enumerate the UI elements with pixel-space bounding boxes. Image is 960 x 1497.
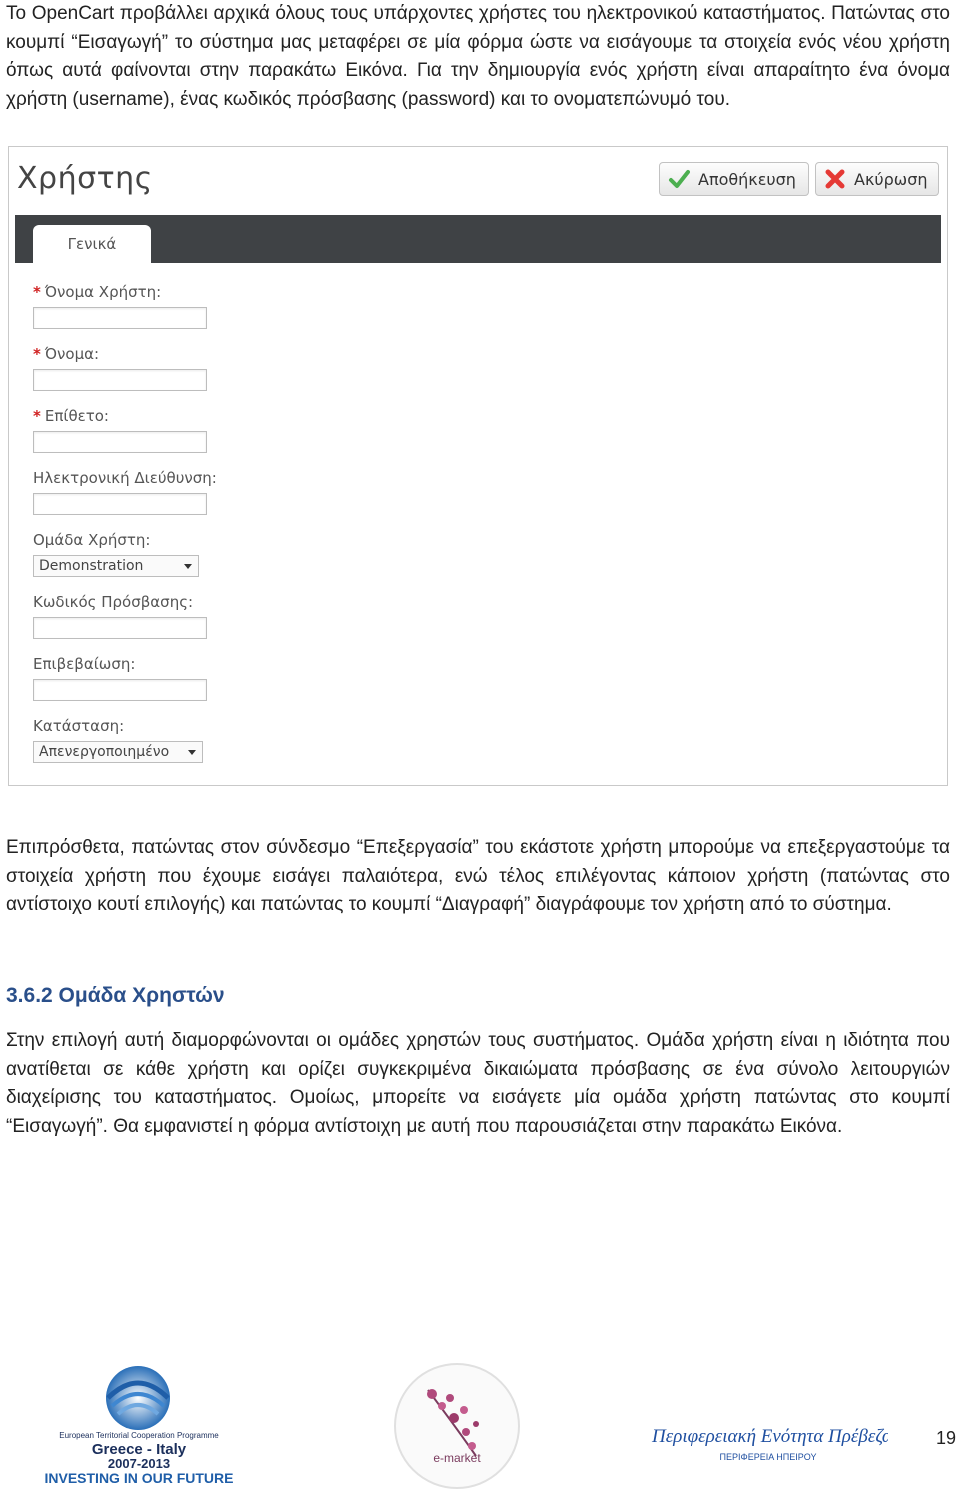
user-form-screenshot (8, 146, 948, 786)
username-field[interactable] (33, 307, 207, 329)
lastname-field[interactable] (33, 431, 207, 453)
confirm-label: Επιβεβαίωση: (33, 655, 136, 673)
cancel-button[interactable] (815, 162, 939, 196)
svg-text:Περιφερειακή Ενότητα Πρέβεζας: Περιφερειακή Ενότητα Πρέβεζας (652, 1426, 888, 1447)
user-group-selected: Demonstration (39, 558, 144, 574)
status-select[interactable] (33, 741, 203, 763)
svg-text:INVESTING IN OUR FUTURE: INVESTING IN OUR FUTURE (44, 1470, 234, 1486)
tab-bar (15, 215, 941, 263)
svg-text:e-market: e-market (433, 1451, 481, 1465)
password-label: Κωδικός Πρόσβασης: (33, 593, 194, 611)
edit-delete-paragraph: Επιπρόσθετα, πατώντας στον σύνδεσμο “Επεξεργασία” του εκάστοτε χρήστη μπορούμε να επεξεργαστούμε τα στοιχεία χρήστη που έχουμε εισάγει παλαιότερα, ενώ τέλος επιλέγοντας κάποιον χρήστη (πατώντας στο αντίστοιχο κουτί επιλογής) και πατώντας το κουμπί “Διαγραφή” διαγράφουμε τον χρήστη από το σύστημα. (6, 837, 950, 916)
prefecture-logo (648, 1412, 888, 1468)
firstname-field[interactable] (33, 369, 207, 391)
user-group-label: Ομάδα Χρήστη: (33, 531, 151, 549)
firstname-label: * Όνομα: (33, 345, 100, 363)
lastname-label: * Επίθετο: (33, 407, 109, 425)
checkmark-icon (668, 168, 690, 190)
section-heading: 3.6.2 Ομάδα Χρηστών (6, 984, 225, 1007)
cancel-button-label: Ακύρωση (854, 169, 928, 189)
svg-text:2007-2013: 2007-2013 (107, 1456, 171, 1471)
svg-text:ΠΕΡΙΦΕΡΕΙΑ ΗΠΕΙΡΟΥ: ΠΕΡΙΦΕΡΕΙΑ ΗΠΕΙΡΟΥ (719, 1452, 817, 1462)
user-group-select[interactable] (33, 555, 199, 577)
intro-paragraph: Το OpenCart προβάλλει αρχικά όλους τους υπάρχοντες χρήστες του ηλεκτρονικού καταστήματος. Πατώντας στο κουμπί “Εισαγωγή” το σύστημα μας μεταφέρει σε μία φόρμα ώστε να εισάγουμε τα στοιχεία ενός νέου χρήστη όπως αυτά φαίνονται στην παρακάτω Εικόνα. Για την δημιουργία ενός χρήστη είναι απαραίτητο ένα όνομα χρήστη (username), ένας κωδικός πρόσβασης (password) και το ονοματεπώνυμό του. (6, 3, 950, 110)
svg-text:European Territorial Cooperati: European Territorial Cooperation Programme (59, 1431, 219, 1440)
svg-text:Greece - Italy: Greece - Italy (91, 1441, 187, 1458)
page-number: 19 (936, 1428, 957, 1448)
form-title: Χρήστης (17, 161, 153, 196)
email-label: Ηλεκτρονική Διεύθυνση: (33, 469, 217, 487)
greece-italy-logo (36, 1362, 242, 1486)
save-button[interactable] (659, 162, 809, 196)
user-group-paragraph: Στην επιλογή αυτή διαμορφώνονται οι ομάδες χρηστών τους συστήματος. Ομάδα χρήστη είναι η ιδιότητα που ανατίθεται σε κάθε χρήστη και ορίζει συγκεκριμένα δικαιώματα πρόσβασης σε ένα σύνολο λειτουργιών διαχείρισης του καταστήματος. Ομοίως, μπορείτε να εισάγετε μία ομάδα χρήστη πατώντας στο κουμπί “Εισαγωγή”. Θα εμφανιστεί η φόρμα αντίστοιχη με αυτή που παρουσιάζεται στην παρακάτω Εικόνα. (6, 1030, 950, 1137)
username-label: * Όνομα Χρήστη: (33, 283, 162, 301)
tab-general[interactable]: Γενικά (33, 225, 151, 263)
emarket-logo (388, 1360, 526, 1492)
save-button-label: Αποθήκευση (698, 169, 796, 189)
confirm-password-field[interactable] (33, 679, 207, 701)
status-selected: Απενεργοποιημένο (39, 744, 170, 760)
email-field[interactable] (33, 493, 207, 515)
chevron-down-icon (188, 750, 196, 755)
close-icon (824, 168, 846, 190)
chevron-down-icon (184, 564, 192, 569)
password-field[interactable] (33, 617, 207, 639)
status-label: Κατάσταση: (33, 717, 125, 735)
